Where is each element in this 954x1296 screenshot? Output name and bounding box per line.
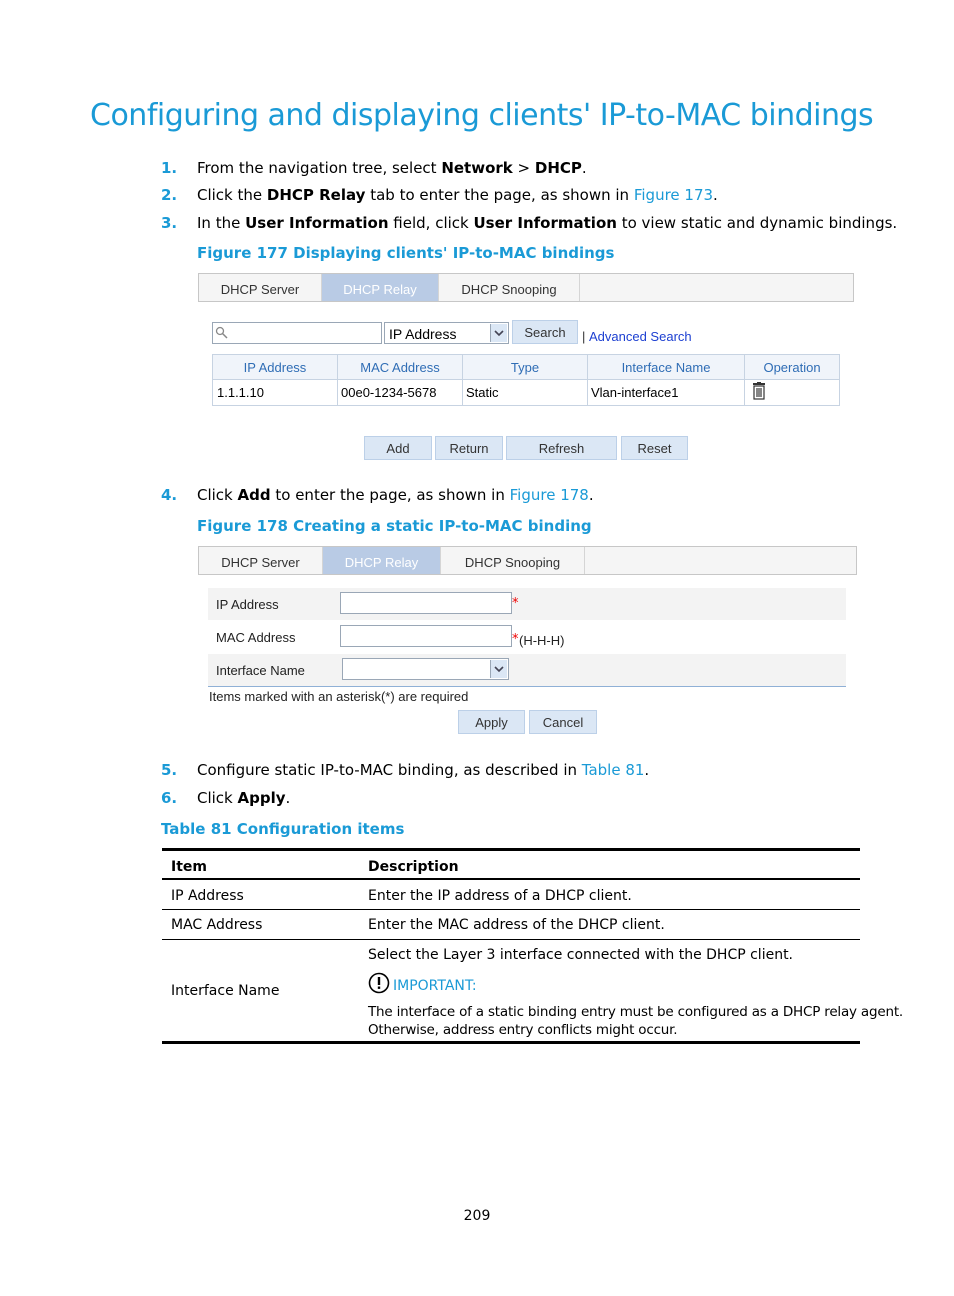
fig177-tabbar	[198, 273, 854, 302]
step-4: 4. Click Add to enter the page, as shown in Figure 178.	[161, 486, 594, 504]
important-text: The interface of a static binding entry must be configured as a DHCP relay agent.	[368, 1004, 904, 1020]
interface-name-select[interactable]	[342, 658, 509, 680]
config-items-table: Item Description IP Address Enter the IP address of a DHCP client. MAC Address Enter the MAC address of the DHCP client. Interface Name Select the Layer 3 interface connected with the DHCP client. IMPORTANT: The interface of a static binding entry must be configured as a DHCP relay agent. Otherwise, address entry conflicts might occur.	[162, 848, 860, 1046]
search-button[interactable]: Search	[512, 320, 578, 344]
search-input[interactable]	[212, 322, 382, 344]
tab-dhcp-snooping[interactable]: DHCP Snooping	[439, 274, 580, 301]
chevron-down-icon	[490, 324, 507, 342]
required-note: Items marked with an asterisk(*) are required	[209, 689, 469, 704]
reset-button[interactable]: Reset	[621, 436, 688, 460]
header-description: Description	[368, 859, 459, 875]
page-title: Configuring and displaying clients' IP-to-MAC bindings	[90, 98, 874, 133]
important-text: Otherwise, address entry conflicts might occur.	[368, 1022, 678, 1038]
search-field-select[interactable]: IP Address	[384, 322, 509, 344]
step-2: 2. Click the DHCP Relay tab to enter the page, as shown in Figure 173.	[161, 186, 718, 204]
step-3: 3. In the User Information field, click User Information to view static and dynamic bindings.	[161, 214, 898, 232]
tab-dhcp-server[interactable]: DHCP Server	[199, 274, 322, 301]
ip-address-field[interactable]	[340, 592, 512, 614]
important-icon	[368, 972, 390, 994]
add-button[interactable]: Add	[364, 436, 432, 460]
col-ip-address[interactable]: IP Address	[213, 355, 337, 379]
tab-dhcp-snooping[interactable]: DHCP Snooping	[441, 547, 585, 574]
delete-trash-icon[interactable]	[752, 382, 766, 400]
tab-dhcp-relay[interactable]: DHCP Relay	[322, 274, 439, 301]
fig178-tabbar	[198, 546, 857, 575]
tab-dhcp-server[interactable]: DHCP Server	[199, 547, 323, 574]
figure-173-link[interactable]: Figure 173	[633, 186, 714, 204]
bindings-table: IP Address MAC Address Type Interface Name Operation 1.1.1.10 00e0-1234-5678 Static Vlan-interface1	[212, 354, 840, 406]
table-81-caption: Table 81 Configuration items	[161, 820, 405, 838]
return-button[interactable]: Return	[435, 436, 503, 460]
search-icon	[215, 326, 229, 340]
col-type[interactable]: Type	[463, 355, 587, 379]
table-81-link[interactable]: Table 81	[581, 761, 645, 779]
form-row-interface-name: Interface Name	[208, 654, 846, 687]
required-asterisk: *	[512, 632, 519, 647]
cancel-button[interactable]: Cancel	[529, 710, 597, 734]
col-mac-address[interactable]: MAC Address	[338, 355, 462, 379]
header-item: Item	[171, 859, 207, 875]
chevron-down-icon	[490, 660, 507, 678]
mac-address-field[interactable]	[340, 625, 512, 647]
mac-format-hint: (H-H-H)	[519, 633, 565, 648]
col-interface-name[interactable]: Interface Name	[588, 355, 744, 379]
step-5: 5. Configure static IP-to-MAC binding, as described in Table 81.	[161, 761, 650, 779]
tab-dhcp-relay[interactable]: DHCP Relay	[323, 547, 441, 574]
figure-177-caption: Figure 177 Displaying clients' IP-to-MAC bindings	[197, 244, 615, 262]
page-number: 209	[463, 1208, 491, 1224]
form-row-mac-address: MAC Address * (H-H-H)	[208, 621, 846, 653]
figure-178-caption: Figure 178 Creating a static IP-to-MAC binding	[197, 517, 592, 535]
form-row-ip-address: IP Address *	[208, 588, 846, 620]
important-label: IMPORTANT:	[393, 978, 477, 994]
apply-button[interactable]: Apply	[458, 710, 525, 734]
col-operation: Operation	[745, 355, 839, 379]
step-1: 1. From the navigation tree, select Network > DHCP.	[161, 159, 587, 177]
search-separator: |	[582, 329, 586, 344]
figure-178-link[interactable]: Figure 178	[509, 486, 589, 504]
refresh-button[interactable]: Refresh	[506, 436, 617, 460]
required-asterisk: *	[512, 596, 519, 611]
step-6: 6. Click Apply.	[161, 789, 291, 807]
advanced-search-link[interactable]: Advanced Search	[589, 329, 692, 344]
